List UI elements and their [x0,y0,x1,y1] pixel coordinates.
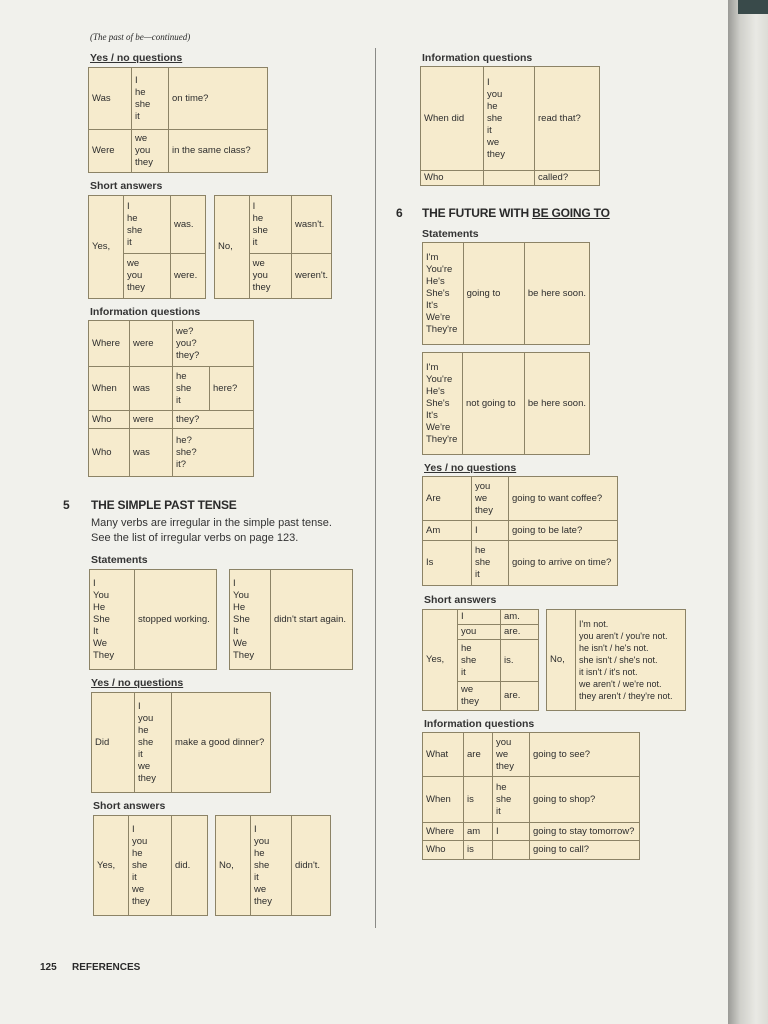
cell-wh: When did [421,67,484,171]
cell-verb: not going to [463,353,525,455]
going-to-yesno-table [422,476,618,586]
statements-heading: Statements [91,554,148,566]
page-number: 125 [40,962,57,973]
going-to-positive-table [422,242,590,345]
cell-verb: are. [501,682,539,711]
cell-subjects: I you he she it we they [129,816,172,916]
yesno-table [88,67,268,173]
cell-wh: Who [423,841,464,860]
cell-wh: Who [89,429,130,477]
cell-subjects: I he she it [249,196,291,254]
cell-verb: stopped working. [135,570,217,670]
right-info2-heading: Information questions [424,718,535,730]
statements-negative-table [229,569,353,670]
right-yesno-heading: Yes / no questions [424,462,517,474]
cell-subj: I you he she it we they [484,67,535,171]
cell-subj: he she it [458,640,501,682]
going-to-info-table [422,732,640,860]
cell-subj: he she it [173,367,210,411]
cell-verb: are [464,733,493,777]
cell-no: No, [215,196,250,299]
cell-wh: Who [421,171,484,186]
cell-verb: Were [89,130,132,173]
cell-yes: Yes, [89,196,124,299]
going-to-short-yes-table [422,609,539,711]
section-5-title: THE SIMPLE PAST TENSE [91,498,237,512]
cell-verb: was [130,429,173,477]
cell-verb: is. [501,640,539,682]
short-no-table [214,195,332,299]
cell-wh: When [89,367,130,411]
cell-negatives: I'm not. you aren't / you're not. he isn't / he's not. she isn't / she's not. it isn't / it's not. we aren't / we're not. they aren't / they're not. [576,610,686,711]
cell-rest: going to be late? [509,521,618,541]
cell-subjects: I'm You're He's She's It's We're They're [423,353,463,455]
cell-yes: Yes, [423,610,458,711]
column-divider [375,48,376,928]
section-6-title-a: THE FUTURE WITH [422,206,533,220]
did-questions-table [91,692,271,793]
section-5-text: Many verbs are irregular in the simple past tense. See the list of irregular verbs on page 123. [91,517,332,544]
cell-verb: am [464,823,493,841]
cell-rest: in the same class? [169,130,268,173]
cell-rest: going to shop? [530,777,640,823]
cell-rest: going to arrive on time? [509,541,618,586]
cell-verb: didn't. [292,816,331,916]
cell-rest: here? [210,367,254,411]
right-info-table [420,66,600,186]
cell-subj [484,171,535,186]
cell-subjects: I he she it [132,68,169,130]
cell-no: No, [216,816,251,916]
cell-wh: What [423,733,464,777]
cell-rest: going to call? [530,841,640,860]
book-edge-dark [738,0,768,14]
cell-verb: Am [423,521,472,541]
section-6-title-b: BE GOING TO [532,206,610,220]
cell-subjects: I you he she it we they [251,816,292,916]
cell-subj: he she it [472,541,509,586]
cell-verb: was [130,367,173,411]
cell-rest: going to want coffee? [509,477,618,521]
short-answers-heading: Short answers [90,180,163,192]
cell-verb: is [464,777,493,823]
short-answers2-heading: Short answers [93,800,166,812]
info-questions-table [88,320,254,477]
cell-rest: read that? [535,67,600,171]
section-6-number: 6 [396,206,403,220]
right-short-heading: Short answers [424,594,497,606]
cell-yes: Yes, [94,816,129,916]
cell-verb: Are [423,477,472,521]
cell-verb: didn't start again. [271,570,353,670]
cell-verb: were [130,411,173,429]
cell-subj: they? [173,411,254,429]
cell-subj: we they [458,682,501,711]
cell-verb: are. [501,625,539,640]
cell-subj: I [458,610,501,625]
cell-rest: on time? [169,68,268,130]
section-6-title [422,206,610,220]
cell-rest: going to see? [530,733,640,777]
cell-rest: called? [535,171,600,186]
cell-subj: he she it [493,777,530,823]
section-5-number: 5 [63,498,70,512]
cell-verb: did. [172,816,208,916]
cell-verb: weren't. [292,254,332,299]
cell-wh: When [423,777,464,823]
short2-no-table [215,815,331,916]
cell-subj [493,841,530,860]
cell-rest: be here soon. [524,243,589,345]
cell-verb: going to [463,243,524,345]
cell-wh: Where [89,321,130,367]
cell-subjects: I You He She It We They [230,570,271,670]
going-to-short-no-table [546,609,686,711]
short-yes-table [88,195,206,299]
footer-label: REFERENCES [72,962,141,973]
cell-aux: Did [92,693,135,793]
cell-subj: I [493,823,530,841]
cell-wh: Where [423,823,464,841]
cell-rest: make a good dinner? [172,693,271,793]
cell-verb: Was [89,68,132,130]
cell-subjects: I'm You're He's She's It's We're They're [423,243,464,345]
cell-subj: you [458,625,501,640]
cell-subj: we? you? they? [173,321,254,367]
cell-subjects: we you they [132,130,169,173]
cell-subj: you we they [472,477,509,521]
cell-rest: going to stay tomorrow? [530,823,640,841]
cell-verb: was. [171,196,206,254]
cell-subjects: we you they [124,254,171,299]
info-questions-heading: Information questions [90,306,201,318]
cell-verb: Is [423,541,472,586]
cell-subjects: we you they [249,254,291,299]
cell-subjects: I you he she it we they [135,693,172,793]
cell-subj: I [472,521,509,541]
cell-wh: Who [89,411,130,429]
cell-verb: is [464,841,493,860]
cell-verb: wasn't. [292,196,332,254]
yesno2-heading: Yes / no questions [91,677,184,689]
yesno-heading: Yes / no questions [90,52,183,64]
short2-yes-table [93,815,208,916]
cell-rest: be here soon. [524,353,589,455]
right-statements-heading: Statements [422,228,479,240]
cell-no: No, [547,610,576,711]
cell-verb: am. [501,610,539,625]
statements-positive-table [89,569,217,670]
book-spine [728,0,768,1024]
cell-verb: were. [171,254,206,299]
right-info-heading: Information questions [422,52,533,64]
going-to-negative-table [422,352,590,455]
continued-caption: (The past of be—continued) [90,32,191,42]
cell-subj: you we they [493,733,530,777]
cell-verb: were [130,321,173,367]
cell-subjects: I You He She It We They [90,570,135,670]
cell-subj: he? she? it? [173,429,254,477]
cell-subjects: I he she it [124,196,171,254]
